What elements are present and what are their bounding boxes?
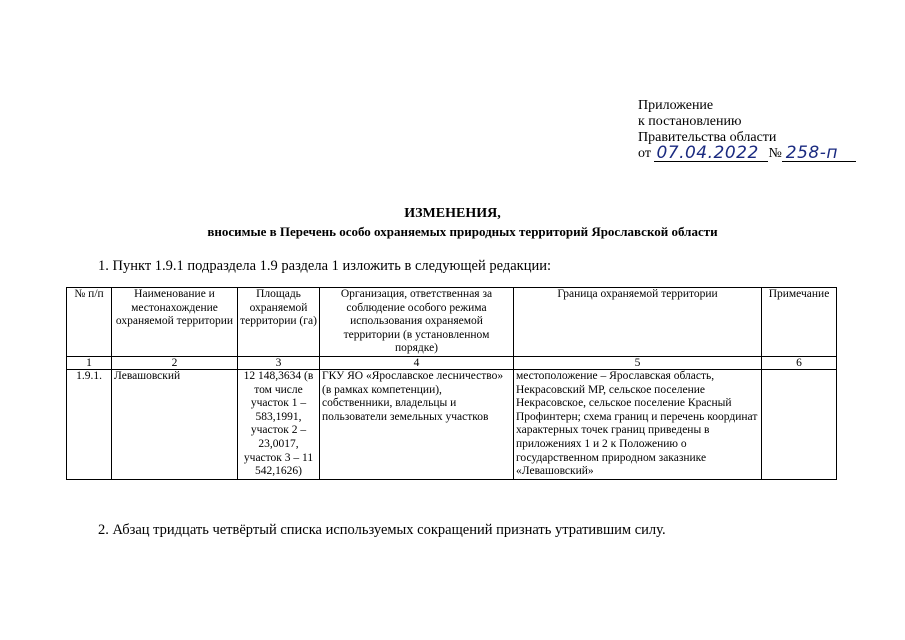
column-number: 2: [112, 356, 238, 369]
appendix-header: [638, 98, 856, 162]
header-boundary: Граница охраняемой территории: [514, 288, 762, 357]
paragraph-1: 1. Пункт 1.9.1 подраздела 1.9 раздела 1 изложить в следующей редакции:: [98, 258, 551, 274]
column-number: 5: [514, 356, 762, 369]
column-number: 3: [238, 356, 320, 369]
handwritten-number: 258-п: [782, 146, 856, 162]
column-number: 6: [762, 356, 837, 369]
header-name: Наименование и местонахождение охраняемой территории: [112, 288, 238, 357]
column-number-row: [67, 356, 837, 369]
paragraph-2: 2. Абзац тридцать четвёртый списка используемых сокращений признать утратившим силу.: [98, 522, 666, 538]
territory-table: [66, 287, 837, 480]
header-organization: Организация, ответственная за соблюдение особого режима использования охраняемой территории (в установленном порядке): [320, 288, 514, 357]
document-title: ИЗМЕНЕНИЯ,: [404, 206, 501, 221]
column-number: 1: [67, 356, 112, 369]
handwritten-date: 07.04.2022: [654, 146, 768, 162]
column-number: 4: [320, 356, 514, 369]
appendix-date-line: [638, 143, 856, 163]
cell-area: 12 148,3634 (в том числе участок 1 – 583,1991, участок 2 – 23,0017, участок 3 – 11 542,1626): [238, 369, 320, 479]
appendix-label: Приложение: [638, 98, 714, 113]
table-row: [67, 369, 837, 479]
header-note: Примечание: [762, 288, 837, 357]
cell-name: Левашовский: [112, 369, 238, 479]
appendix-resolution-label: к постановлению: [638, 114, 742, 129]
document-subtitle: вносимые в Перечень особо охраняемых природных территорий Ярославской области: [207, 224, 718, 239]
appendix-government-label: Правительства области: [638, 130, 777, 145]
table-header-row: [67, 288, 837, 357]
cell-note: [762, 369, 837, 479]
cell-organization: ГКУ ЯО «Ярославское лесничество» (в рамках компетенции), собственники, владельцы и пользователи земельных участков: [320, 369, 514, 479]
from-label: от: [638, 146, 651, 161]
cell-number: 1.9.1.: [67, 369, 112, 479]
header-number: № п/п: [67, 288, 112, 357]
cell-boundary: местоположение – Ярославская область, Некрасовский МР, сельское поселение Некрасовское, сельское поселение Красный Профинтерн; схема границ и перечень координат характерных точек границ приведены в приложениях 1 и 2 к Положению о государственном природном заказнике «Левашовский»: [514, 369, 762, 479]
number-label: №: [768, 146, 782, 161]
header-area: Площадь охраняемой территории (га): [238, 288, 320, 357]
